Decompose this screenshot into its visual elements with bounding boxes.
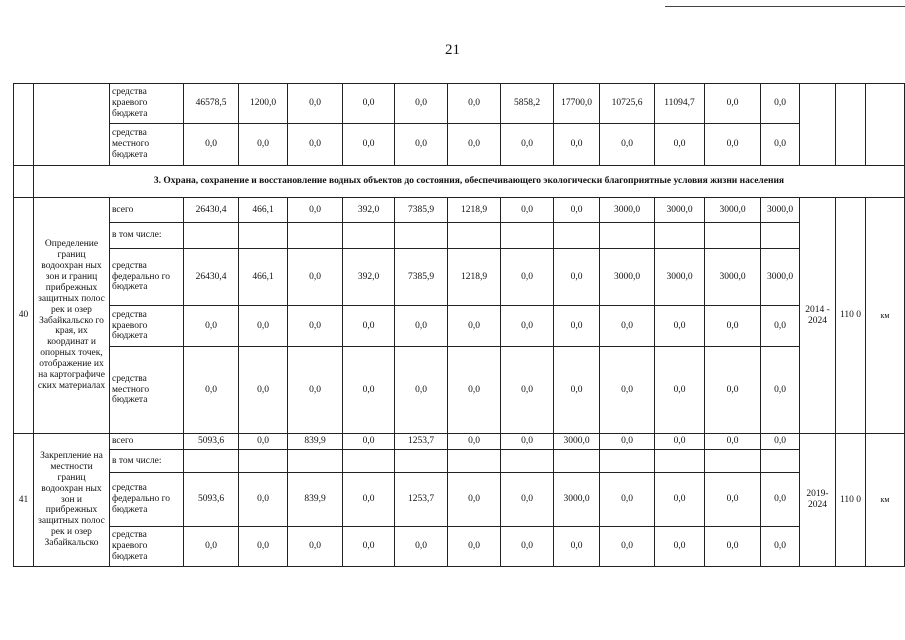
value-cell: 3000,0	[554, 473, 600, 527]
value-cell	[705, 223, 761, 249]
value-cell: 26430,4	[184, 249, 239, 306]
value-cell: 0,0	[343, 527, 395, 567]
value-cell	[448, 450, 501, 473]
value-cell: 0,0	[761, 347, 800, 434]
value-cell: 0,0	[554, 306, 600, 347]
table-row	[14, 223, 905, 249]
value-cell: 0,0	[655, 347, 705, 434]
value-cell: 0,0	[501, 249, 554, 306]
section-index-cell	[14, 166, 34, 198]
value-cell: 0,0	[184, 124, 239, 166]
value-cell	[761, 450, 800, 473]
period-cell: 2019- 2024	[800, 434, 836, 567]
value-cell	[655, 450, 705, 473]
value-cell: 0,0	[705, 473, 761, 527]
value-cell: 0,0	[448, 434, 501, 450]
value-cell: 0,0	[501, 124, 554, 166]
value-cell: 0,0	[705, 306, 761, 347]
value-cell: 0,0	[600, 434, 655, 450]
value-cell: 3000,0	[655, 249, 705, 306]
value-cell: 5093,6	[184, 473, 239, 527]
activity-name: Определение границ водоохран ных зон и границ прибрежных защитных полос рек и озер Забайкальско го края, их координат и опорных точек, отображение их на картографиче ских материалах	[34, 198, 110, 434]
value-cell: 1218,9	[448, 249, 501, 306]
table-row	[14, 347, 905, 434]
value-cell: 0,0	[288, 347, 343, 434]
value-cell: 0,0	[288, 124, 343, 166]
source-label: в том числе:	[110, 450, 184, 473]
cont-period-cell	[800, 84, 836, 166]
row-index: 41	[14, 434, 34, 567]
table-row	[14, 198, 905, 223]
value-cell: 5858,2	[501, 84, 554, 124]
value-cell: 0,0	[239, 124, 288, 166]
value-cell: 0,0	[288, 249, 343, 306]
budget-table	[13, 83, 905, 567]
value-cell: 0,0	[395, 84, 448, 124]
value-cell	[288, 450, 343, 473]
value-cell: 0,0	[655, 434, 705, 450]
value-cell: 3000,0	[705, 198, 761, 223]
value-cell: 0,0	[239, 306, 288, 347]
source-label: всего	[110, 198, 184, 223]
value-cell: 0,0	[395, 124, 448, 166]
cont-name-cell	[34, 84, 110, 166]
value-cell: 0,0	[395, 527, 448, 567]
value-cell	[705, 450, 761, 473]
value-cell: 0,0	[239, 434, 288, 450]
value-cell: 0,0	[239, 527, 288, 567]
value-cell: 0,0	[184, 527, 239, 567]
value-cell: 0,0	[705, 347, 761, 434]
source-label: средства краевого бюджета	[110, 84, 184, 124]
value-cell: 0,0	[655, 306, 705, 347]
value-cell: 0,0	[448, 473, 501, 527]
value-cell	[184, 450, 239, 473]
source-label: в том числе:	[110, 223, 184, 249]
page-number: 21	[445, 42, 460, 58]
value-cell: 0,0	[655, 473, 705, 527]
value-cell: 3000,0	[600, 198, 655, 223]
value-cell: 3000,0	[761, 249, 800, 306]
value-cell: 0,0	[705, 527, 761, 567]
value-cell: 0,0	[343, 306, 395, 347]
value-cell: 0,0	[554, 124, 600, 166]
source-label: средства местного бюджета	[110, 124, 184, 166]
header-rule	[665, 6, 905, 7]
value-cell: 0,0	[184, 347, 239, 434]
value-cell: 0,0	[288, 306, 343, 347]
source-label: средства федерально го бюджета	[110, 473, 184, 527]
value-cell: 0,0	[600, 527, 655, 567]
value-cell: 0,0	[554, 347, 600, 434]
value-cell: 7385,9	[395, 198, 448, 223]
value-cell: 0,0	[761, 124, 800, 166]
value-cell: 0,0	[705, 434, 761, 450]
value-cell	[600, 223, 655, 249]
value-cell	[343, 450, 395, 473]
value-cell	[655, 223, 705, 249]
value-cell: 5093,6	[184, 434, 239, 450]
table-row	[14, 124, 905, 166]
value-cell: 0,0	[501, 198, 554, 223]
value-cell: 3000,0	[600, 249, 655, 306]
value-cell: 0,0	[554, 198, 600, 223]
value-cell: 1253,7	[395, 473, 448, 527]
section-title: 3. Охрана, сохранение и восстановление водных объектов до состояния, обеспечивающего экологически благоприятные условия жизни населения	[34, 166, 905, 198]
value-cell: 1200,0	[239, 84, 288, 124]
value-cell: 0,0	[343, 84, 395, 124]
value-cell: 46578,5	[184, 84, 239, 124]
value-cell	[761, 223, 800, 249]
source-label: всего	[110, 434, 184, 450]
value-cell: 392,0	[343, 249, 395, 306]
value-cell: 392,0	[343, 198, 395, 223]
value-cell	[600, 450, 655, 473]
source-label: средства краевого бюджета	[110, 527, 184, 567]
value-cell: 839,9	[288, 434, 343, 450]
value-cell: 0,0	[448, 527, 501, 567]
value-cell: 0,0	[343, 434, 395, 450]
value-cell: 0,0	[655, 124, 705, 166]
value-cell: 3000,0	[554, 434, 600, 450]
value-cell: 10725,6	[600, 84, 655, 124]
value-cell: 0,0	[705, 124, 761, 166]
value-cell: 0,0	[761, 434, 800, 450]
section-row	[14, 166, 905, 198]
table-row	[14, 84, 905, 124]
table-row	[14, 473, 905, 527]
period-cell: 2014 - 2024	[800, 198, 836, 434]
value-cell	[395, 450, 448, 473]
value-cell: 0,0	[501, 473, 554, 527]
value-cell: 0,0	[600, 347, 655, 434]
cont-index-cell	[14, 84, 34, 166]
value-cell: 0,0	[343, 347, 395, 434]
value-cell	[239, 223, 288, 249]
source-label: средства местного бюджета	[110, 347, 184, 434]
cont-target-cell	[836, 84, 866, 166]
value-cell: 3000,0	[705, 249, 761, 306]
value-cell: 0,0	[448, 306, 501, 347]
value-cell: 0,0	[554, 527, 600, 567]
value-cell	[554, 450, 600, 473]
table-row	[14, 434, 905, 450]
value-cell: 0,0	[343, 124, 395, 166]
value-cell: 466,1	[239, 198, 288, 223]
value-cell: 11094,7	[655, 84, 705, 124]
value-cell: 1253,7	[395, 434, 448, 450]
value-cell: 17700,0	[554, 84, 600, 124]
value-cell: 0,0	[184, 306, 239, 347]
value-cell	[395, 223, 448, 249]
row-index: 40	[14, 198, 34, 434]
value-cell: 0,0	[705, 84, 761, 124]
unit-cell: км	[866, 198, 905, 434]
value-cell: 0,0	[600, 473, 655, 527]
table-row	[14, 306, 905, 347]
value-cell	[554, 223, 600, 249]
value-cell: 0,0	[395, 306, 448, 347]
value-cell: 3000,0	[761, 198, 800, 223]
value-cell: 0,0	[448, 84, 501, 124]
value-cell: 26430,4	[184, 198, 239, 223]
value-cell: 0,0	[600, 306, 655, 347]
value-cell: 0,0	[448, 347, 501, 434]
value-cell	[501, 223, 554, 249]
value-cell: 0,0	[501, 306, 554, 347]
value-cell: 0,0	[761, 473, 800, 527]
value-cell: 0,0	[761, 306, 800, 347]
value-cell: 839,9	[288, 473, 343, 527]
cont-unit-cell	[866, 84, 905, 166]
value-cell: 0,0	[343, 473, 395, 527]
target-cell: 110 0	[836, 434, 866, 567]
value-cell	[501, 450, 554, 473]
value-cell: 0,0	[761, 84, 800, 124]
value-cell: 0,0	[239, 347, 288, 434]
value-cell: 0,0	[448, 124, 501, 166]
value-cell	[184, 223, 239, 249]
value-cell	[343, 223, 395, 249]
source-label: средства федерально го бюджета	[110, 249, 184, 306]
source-label: средства краевого бюджета	[110, 306, 184, 347]
activity-name: Закрепление на местности границ водоохран ных зон и прибрежных защитных полос рек и озер Забайкальско	[34, 434, 110, 567]
value-cell: 0,0	[600, 124, 655, 166]
value-cell: 0,0	[501, 527, 554, 567]
table-row	[14, 527, 905, 567]
value-cell: 0,0	[501, 434, 554, 450]
value-cell: 0,0	[554, 249, 600, 306]
value-cell: 0,0	[288, 198, 343, 223]
table-row	[14, 450, 905, 473]
value-cell: 466,1	[239, 249, 288, 306]
value-cell: 0,0	[288, 84, 343, 124]
value-cell	[448, 223, 501, 249]
value-cell: 0,0	[501, 347, 554, 434]
value-cell: 1218,9	[448, 198, 501, 223]
value-cell: 3000,0	[655, 198, 705, 223]
value-cell: 0,0	[239, 473, 288, 527]
value-cell: 0,0	[288, 527, 343, 567]
value-cell: 0,0	[395, 347, 448, 434]
value-cell: 7385,9	[395, 249, 448, 306]
value-cell	[288, 223, 343, 249]
unit-cell: км	[866, 434, 905, 567]
value-cell: 0,0	[761, 527, 800, 567]
value-cell: 0,0	[655, 527, 705, 567]
target-cell: 110 0	[836, 198, 866, 434]
table-row	[14, 249, 905, 306]
value-cell	[239, 450, 288, 473]
